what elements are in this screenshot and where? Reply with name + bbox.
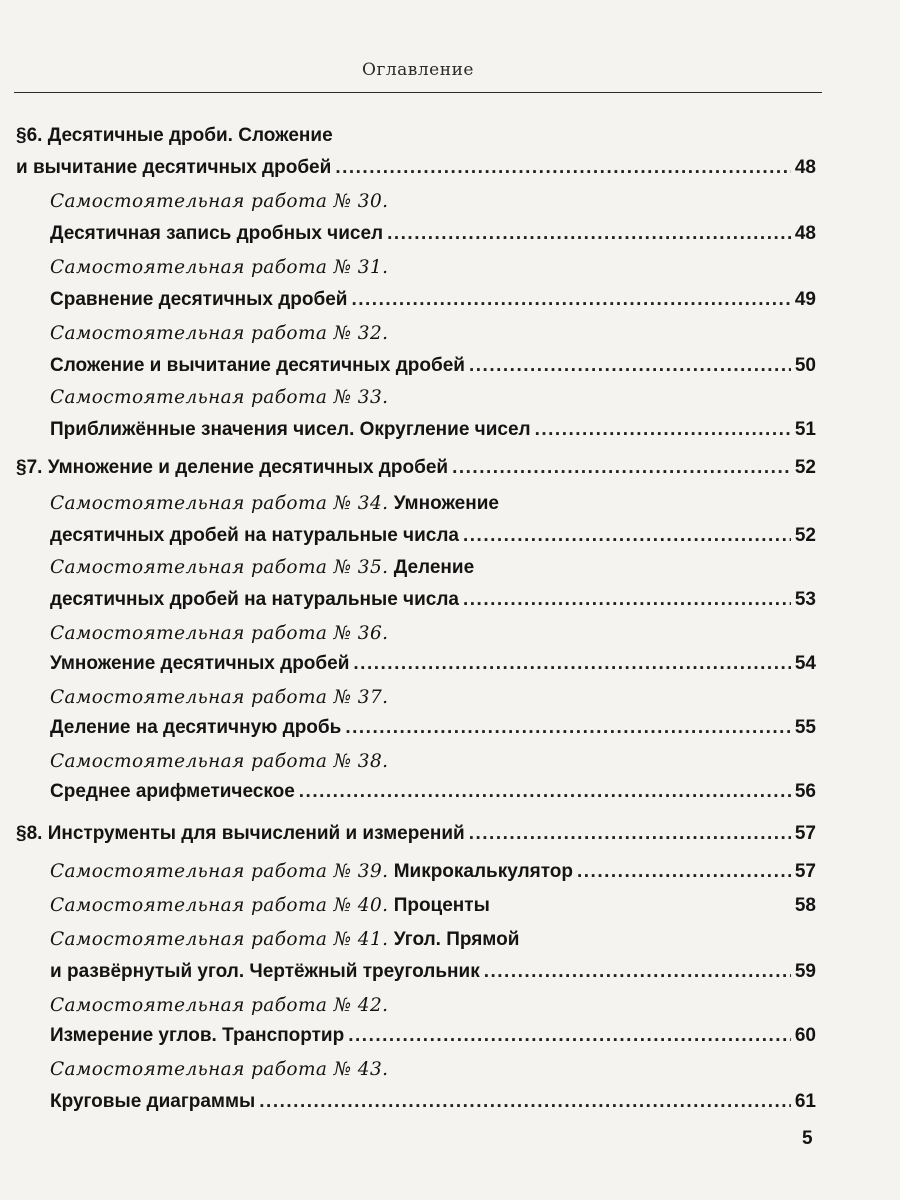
work-35-entry[interactable]: десятичных дробей на натуральные числа ..... 53 (16, 584, 816, 616)
work-43-label: Самостоятельная работа № 43. (50, 1059, 389, 1080)
section-8-entry[interactable]: §8. Инструменты для вычислений и измерений ..... 57 (16, 818, 816, 850)
leader-dots (469, 818, 791, 850)
section-7-entry[interactable]: §7. Умножение и деление десятичных дробей ..... 52 (16, 452, 816, 484)
page-ref: 55 (794, 717, 816, 738)
work-36-label: Самостоятельная работа № 36. (50, 623, 389, 644)
page-ref: 48 (794, 157, 816, 178)
leader-dots (348, 1020, 791, 1052)
page-ref: 51 (794, 419, 816, 440)
page-ref: 57 (794, 823, 816, 844)
work-34-entry[interactable]: десятичных дробей на натуральные числа ..... 52 (16, 520, 816, 552)
work-34-label: Самостоятельная работа № 34. Умножение (50, 493, 499, 514)
leader-dots (299, 776, 791, 808)
work-41-entry[interactable]: и развёрнутый угол. Чертёжный треугольник ..... 59 (16, 956, 816, 988)
work-43-entry[interactable]: Круговые диаграммы ..... 61 (16, 1086, 816, 1118)
work-35-label: Самостоятельная работа № 35. Деление (50, 557, 475, 578)
page-ref: 50 (794, 355, 816, 376)
leader-dots (463, 584, 791, 616)
page-header: Оглавление (362, 60, 474, 80)
page-ref: 54 (794, 653, 816, 674)
leader-dots (335, 152, 791, 184)
work-40-entry[interactable]: Самостоятельная работа № 40. Проценты 58 (16, 890, 816, 922)
leader-dots (469, 350, 791, 382)
leader-dots (259, 1086, 791, 1118)
page-ref: 59 (794, 961, 816, 982)
page-ref: 56 (794, 781, 816, 802)
work-33-label: Самостоятельная работа № 33. (50, 387, 389, 408)
page-ref: 60 (794, 1025, 816, 1046)
page-ref: 61 (794, 1091, 816, 1112)
page-ref: 52 (794, 525, 816, 546)
leader-dots (577, 856, 791, 888)
page-ref: 48 (794, 223, 816, 244)
work-32-entry[interactable]: Сложение и вычитание десятичных дробей ..... 50 (16, 350, 816, 382)
page-ref: 58 (794, 895, 816, 916)
work-39-entry[interactable]: Самостоятельная работа № 39. Микрокалькулятор ..... 57 (16, 856, 816, 888)
work-38-label: Самостоятельная работа № 38. (50, 751, 389, 772)
leader-dots (387, 218, 791, 250)
work-41-label: Самостоятельная работа № 41. Угол. Прямой (50, 929, 520, 950)
work-30-entry[interactable]: Десятичная запись дробных чисел ..... 48 (16, 218, 816, 250)
leader-dots (452, 452, 791, 484)
leader-dots (484, 956, 791, 988)
leader-dots (463, 520, 791, 552)
section-6-title[interactable]: §6. Десятичные дроби. Сложение (16, 125, 333, 146)
work-37-entry[interactable]: Деление на десятичную дробь ..... 55 (16, 712, 816, 744)
work-31-entry[interactable]: Сравнение десятичных дробей ..... 49 (16, 284, 816, 316)
header-rule (14, 92, 822, 93)
work-36-entry[interactable]: Умножение десятичных дробей ..... 54 (16, 648, 816, 680)
section-6-entry[interactable]: и вычитание десятичных дробей ..... 48 (16, 152, 816, 184)
work-30-label: Самостоятельная работа № 30. (50, 191, 389, 212)
page-ref: 52 (794, 457, 816, 478)
page-ref: 49 (794, 289, 816, 310)
work-33-entry[interactable]: Приближённые значения чисел. Округление чисел ..... 51 (16, 414, 816, 446)
leader-dots (535, 414, 791, 446)
work-38-entry[interactable]: Среднее арифметическое ..... 56 (16, 776, 816, 808)
work-42-label: Самостоятельная работа № 42. (50, 995, 389, 1016)
work-37-label: Самостоятельная работа № 37. (50, 687, 389, 708)
page-ref: 57 (794, 861, 816, 882)
leader-dots (353, 648, 790, 680)
work-42-entry[interactable]: Измерение углов. Транспортир ..... 60 (16, 1020, 816, 1052)
leader-dots (351, 284, 790, 316)
work-32-label: Самостоятельная работа № 32. (50, 323, 389, 344)
page-number: 5 (802, 1128, 813, 1149)
work-31-label: Самостоятельная работа № 31. (50, 257, 389, 278)
page-ref: 53 (794, 589, 816, 610)
leader-dots (345, 712, 791, 744)
